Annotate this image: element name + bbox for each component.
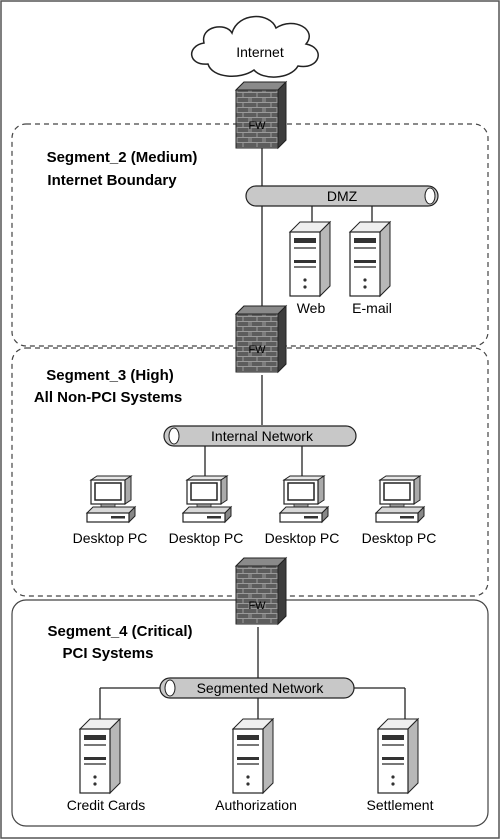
- authorization-server-label: Authorization: [215, 797, 297, 813]
- desktop-pc-4-label: Desktop PC: [361, 530, 437, 546]
- desktop-pc-4-icon: [376, 476, 424, 522]
- firewall-2-icon: [236, 306, 286, 372]
- email-server-icon: [350, 222, 390, 296]
- desktop-pc-1-icon: [87, 476, 135, 522]
- firewall-3-label: FW: [248, 600, 266, 612]
- segment-3-title: Segment_3 (High): [46, 367, 174, 384]
- internet-label: Internet: [236, 44, 284, 60]
- credit-cards-server-icon: [80, 719, 120, 793]
- firewall-1-icon: [236, 82, 286, 148]
- internal-network-label: Internal Network: [211, 428, 313, 444]
- settlement-server-icon: [378, 719, 418, 793]
- firewall-1-label: FW: [248, 120, 266, 132]
- authorization-server-icon: [233, 719, 273, 793]
- settlement-server-label: Settlement: [366, 797, 434, 813]
- segment-2-title: Segment_2 (Medium): [46, 149, 198, 166]
- firewall-2-label: FW: [248, 344, 266, 356]
- desktop-pc-1-label: Desktop PC: [72, 530, 148, 546]
- segment-4-subtitle: PCI Systems: [62, 645, 154, 662]
- segmented-network-label: Segmented Network: [196, 680, 324, 696]
- desktop-pc-2-icon: [183, 476, 231, 522]
- segment-4-title: Segment_4 (Critical): [47, 623, 193, 640]
- credit-cards-server-label: Credit Cards: [66, 797, 146, 813]
- web-server-label: Web: [296, 300, 326, 316]
- web-server-icon: [290, 222, 330, 296]
- desktop-pc-3-icon: [280, 476, 328, 522]
- desktop-pc-2-label: Desktop PC: [168, 530, 244, 546]
- dmz-network-label: DMZ: [326, 188, 358, 204]
- segment-3-subtitle: All Non-PCI Systems: [33, 389, 183, 406]
- email-server-label: E-mail: [352, 300, 392, 316]
- firewall-3-icon: [236, 558, 286, 624]
- segment-2-subtitle: Internet Boundary: [47, 172, 177, 189]
- desktop-pc-3-label: Desktop PC: [264, 530, 340, 546]
